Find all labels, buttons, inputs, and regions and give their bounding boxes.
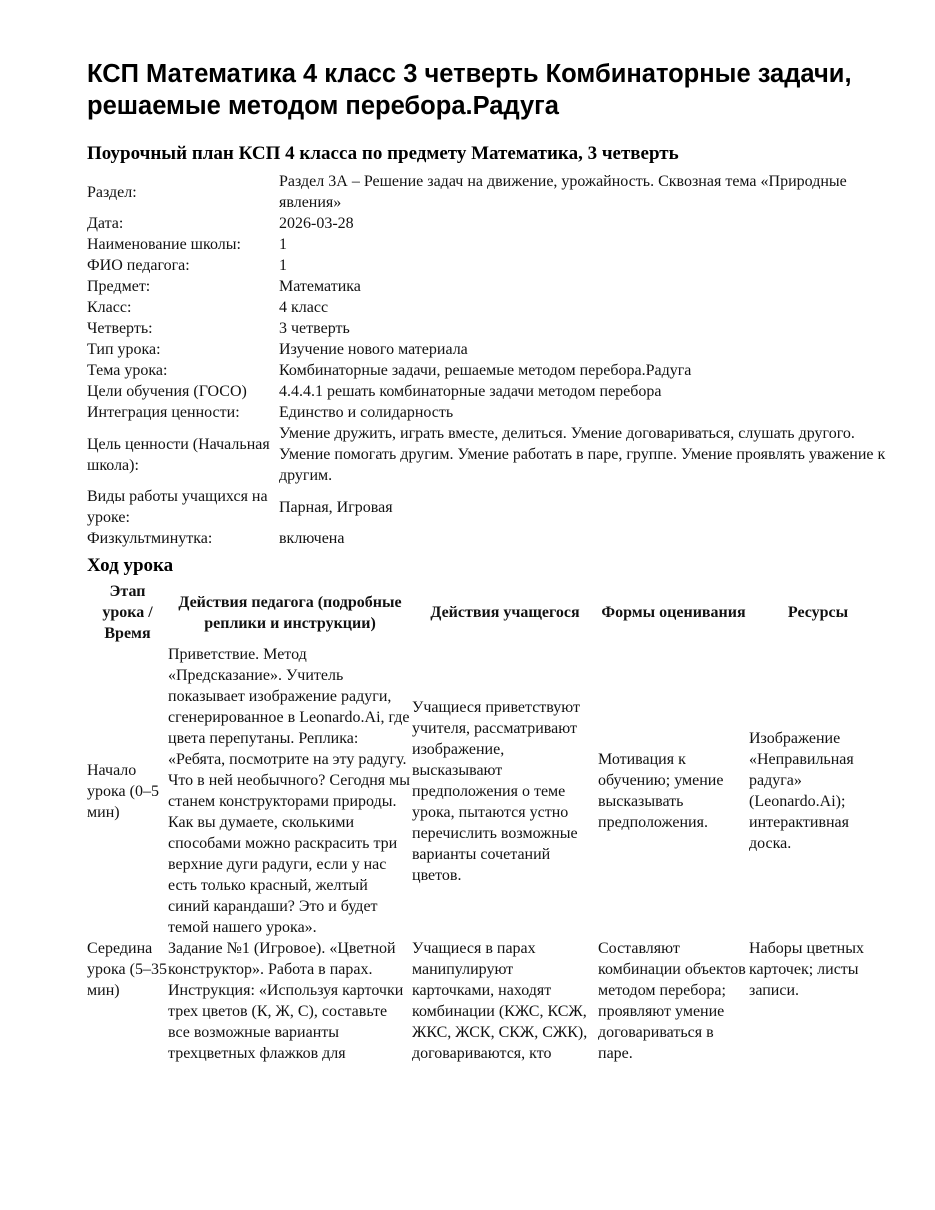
- header-teacher-actions: Действия педагога (подробные реплики и инструкции): [178, 593, 402, 632]
- info-row: [87, 171, 887, 213]
- info-key: Тема урока:: [87, 362, 168, 379]
- info-key: Цель ценности (Начальная школа):: [87, 435, 270, 474]
- info-value: Раздел 3А – Решение задач на движение, урожайность. Сквозная тема «Природные явления»: [279, 173, 847, 211]
- info-key: Цели обучения (ГОСО): [87, 383, 247, 400]
- info-row: [87, 381, 887, 402]
- info-value: 2026-03-28: [279, 215, 354, 232]
- header-student-actions: Действия учащегося: [430, 604, 580, 621]
- info-row: [87, 486, 887, 528]
- info-key: Интеграция ценности:: [87, 404, 240, 421]
- info-row: [87, 255, 887, 276]
- info-value: Математика: [279, 278, 361, 295]
- lesson-info-table: [87, 171, 887, 549]
- info-row: [87, 297, 887, 318]
- assessment-cell: Составляют комбинации объектов методом перебора; проявляют умение договариваться в паре.: [598, 940, 746, 1062]
- info-key: Раздел:: [87, 183, 137, 201]
- info-key: Физкультминутка:: [87, 530, 213, 547]
- info-key: Виды работы учащихся на уроке:: [87, 488, 268, 526]
- info-value: 1: [279, 257, 287, 274]
- info-value: 1: [279, 236, 287, 253]
- info-key: Четверть:: [87, 320, 153, 337]
- info-row: [87, 339, 887, 360]
- document-page: [87, 58, 887, 1064]
- resources-cell: Наборы цветных карточек; листы записи.: [749, 940, 864, 999]
- info-value: 4 класс: [279, 299, 329, 316]
- info-key: Тип урока:: [87, 341, 161, 358]
- info-value: Изучение нового материала: [279, 341, 468, 358]
- info-key: Класс:: [87, 299, 132, 316]
- info-key: Дата:: [87, 215, 124, 232]
- teacher-actions-cell: Задание №1 (Игровое). «Цветной конструктор». Работа в парах. Инструкция: «Используя карточки трех цветов (К, Ж, С), составьте все возможные варианты трехцветных флажков для: [168, 940, 404, 1062]
- student-actions-cell: Учащиеся приветствуют учителя, рассматривают изображение, высказывают предположения о теме урока, пытаются устно перечислить возможные варианты сочетаний цветов.: [412, 698, 581, 884]
- info-row: [87, 402, 887, 423]
- info-key: Наименование школы:: [87, 236, 241, 253]
- info-value: Комбинаторные задачи, решаемые методом перебора.Радуга: [279, 362, 692, 379]
- info-row: [87, 360, 887, 381]
- info-row: [87, 276, 887, 297]
- info-value: Парная, Игровая: [279, 498, 393, 516]
- stage-cell: Начало урока (0–5 мин): [87, 761, 159, 821]
- teacher-actions-cell: Приветствие. Метод «Предсказание». Учитель показывает изображение радуги, сгенерированное в Leonardo.Ai, где цвета перепутаны. Реплика: «Ребята, посмотрите на эту радугу. Что в ней необычного? Сегодня мы станем конструкторами природы. Как вы думаете, сколькими способами можно раскрасить три верхние дуги радуги, если у нас есть только красный, желтый синий карандаши? Это и будет темой нашего урока».: [168, 646, 410, 936]
- header-stage: Этап урока / Время: [102, 583, 153, 642]
- header-resources: Ресурсы: [787, 604, 849, 621]
- info-row: [87, 528, 887, 549]
- info-value: Единство и солидарность: [279, 404, 454, 421]
- info-key: Предмет:: [87, 278, 151, 295]
- info-value: 4.4.4.1 решать комбинаторные задачи методом перебора: [279, 383, 662, 400]
- info-row: [87, 423, 887, 486]
- info-key: ФИО педагога:: [87, 257, 190, 274]
- plan-row-middle: [87, 938, 887, 1064]
- lesson-plan-table: [87, 581, 887, 1064]
- progress-heading: Ход урока: [87, 555, 174, 576]
- student-actions-cell: Учащиеся в парах манипулируют карточками, находят комбинации (КЖС, КСЖ, ЖКС, ЖСК, СКЖ, СЖК), договариваются, кто: [412, 940, 588, 1062]
- plan-subtitle: Поурочный план КСП 4 класса по предмету Математика, 3 четверть: [87, 143, 679, 164]
- header-assessment: Формы оценивания: [601, 604, 746, 621]
- plan-header-row: [87, 581, 887, 644]
- assessment-cell: Мотивация к обучению; умение высказывать предположения.: [598, 751, 724, 831]
- stage-cell: Середина урока (5–35 мин): [87, 940, 167, 999]
- info-value: включена: [279, 530, 345, 547]
- info-value: Умение дружить, играть вместе, делиться. Умение договариваться, слушать другого. Умение помогать другим. Умение работать в паре, группе. Умение проявлять уважение к другим.: [279, 425, 886, 484]
- plan-row-start: [87, 644, 887, 938]
- info-row: [87, 234, 887, 255]
- info-row: [87, 213, 887, 234]
- page-title: КСП Математика 4 класс 3 четверть Комбинаторные задачи, решаемые методом перебора.Радуга: [87, 60, 852, 120]
- info-row: [87, 318, 887, 339]
- resources-cell: Изображение «Неправильная радуга» (Leonardo.Ai); интерактивная доска.: [749, 730, 854, 852]
- info-value: 3 четверть: [279, 320, 350, 337]
